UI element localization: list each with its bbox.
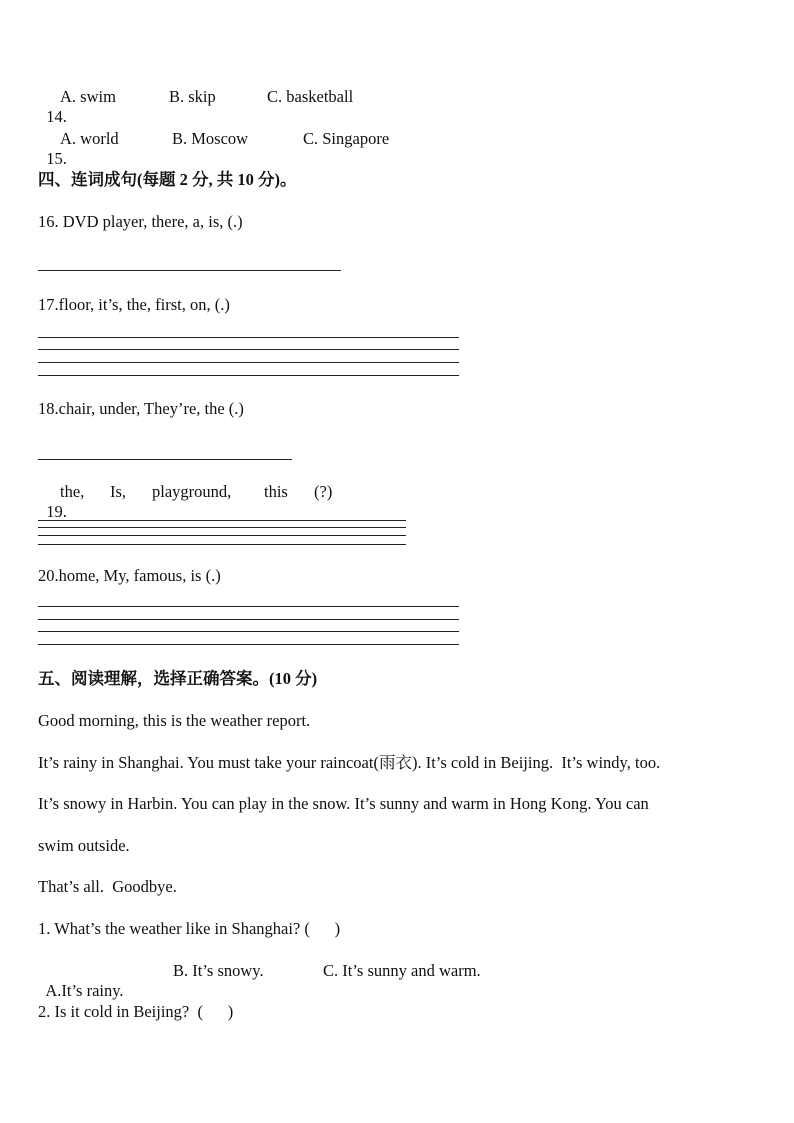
- reading-question-1: 1. What’s the weather like in Shanghai? ( ): [38, 919, 341, 938]
- option-a: A.It’s rainy.: [45, 981, 124, 1000]
- option-a: A. swim: [60, 87, 116, 106]
- section-5-heading: 五、阅读理解，选择正确答案。(10 分): [38, 669, 318, 688]
- answer-line: [38, 606, 459, 607]
- question-20: 20.home, My, famous, is (.): [38, 566, 221, 585]
- word: Is,: [110, 482, 127, 501]
- reading-question-2: 2. Is it cold in Beijing? ( ): [38, 1002, 234, 1021]
- answer-line: [38, 349, 459, 350]
- answer-line: [38, 619, 459, 620]
- answer-line: [38, 337, 459, 338]
- answer-line: [38, 527, 406, 528]
- question-16: 16. DVD player, there, a, is, (.): [38, 212, 243, 231]
- word: playground,: [152, 482, 232, 501]
- question-number: 19.: [46, 502, 67, 521]
- option-c: C. It’s sunny and warm.: [323, 961, 481, 980]
- passage-line: That’s all. Goodbye.: [38, 877, 177, 896]
- answer-line: [38, 644, 459, 645]
- option-a: A. world: [60, 129, 119, 148]
- section-4-heading: 四、连词成句(每题 2 分, 共 10 分)。: [38, 170, 297, 189]
- question-18: 18.chair, under, They’re, the (.): [38, 399, 244, 418]
- option-b: B. Moscow: [172, 129, 249, 148]
- question-17: 17.floor, it’s, the, first, on, (.): [38, 295, 230, 314]
- passage-line: swim outside.: [38, 836, 130, 855]
- passage-line: It’s rainy in Shanghai. You must take your raincoat(雨衣). It’s cold in Beijing. It’s windy, too.: [38, 753, 661, 772]
- question-number: 14.: [46, 107, 67, 126]
- answer-line: [38, 362, 459, 363]
- answer-line: [38, 535, 406, 536]
- passage-line: Good morning, this is the weather report.: [38, 711, 311, 730]
- word: this: [264, 482, 288, 501]
- answer-line: [38, 520, 406, 521]
- passage-line: It’s snowy in Harbin. You can play in the snow. It’s sunny and warm in Hong Kong. You can: [38, 794, 649, 813]
- word: the,: [60, 482, 85, 501]
- answer-line: [38, 544, 406, 545]
- option-b: B. skip: [169, 87, 216, 106]
- question-number: 15.: [46, 149, 67, 168]
- word: (?): [314, 482, 333, 501]
- option-b: B. It’s snowy.: [173, 961, 264, 980]
- answer-line: [38, 270, 341, 271]
- option-c: C. Singapore: [303, 129, 390, 148]
- answer-line: [38, 631, 459, 632]
- answer-line: [38, 375, 459, 376]
- option-c: C. basketball: [267, 87, 354, 106]
- answer-line: [38, 459, 292, 460]
